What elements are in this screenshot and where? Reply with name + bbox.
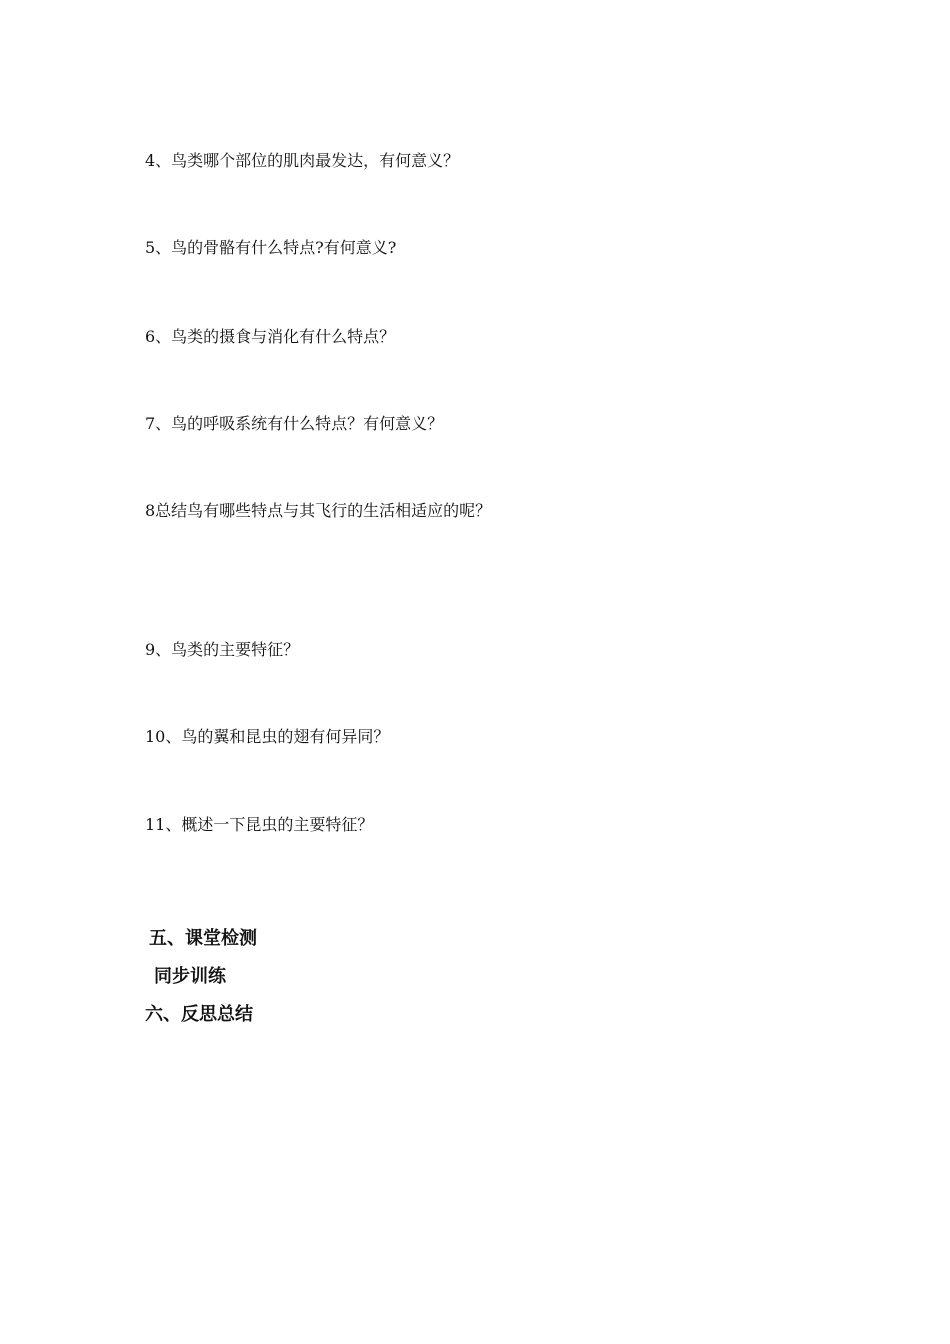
question-11: 11、概述一下昆虫的主要特征？ — [145, 815, 374, 834]
question-7: 7、鸟的呼吸系统有什么特点？有何意义？ — [145, 414, 444, 433]
section-heading-reflection-summary: 六、反思总结 — [145, 1004, 253, 1025]
section-subheading-sync-training: 同步训练 — [154, 966, 226, 987]
question-9: 9、鸟类的主要特征？ — [145, 640, 300, 659]
question-6: 6、鸟类的摄食与消化有什么特点？ — [145, 327, 396, 346]
question-10: 10、鸟的翼和昆虫的翅有何异同？ — [145, 727, 390, 746]
section-heading-classroom-test: 五、课堂检测 — [149, 928, 257, 949]
question-5: 5、鸟的骨骼有什么特点?有何意义? — [145, 238, 397, 257]
question-8: 8总结鸟有哪些特点与其飞行的生活相适应的呢？ — [145, 501, 492, 520]
question-4: 4、鸟类哪个部位的肌肉最发达，有何意义？ — [145, 151, 460, 170]
